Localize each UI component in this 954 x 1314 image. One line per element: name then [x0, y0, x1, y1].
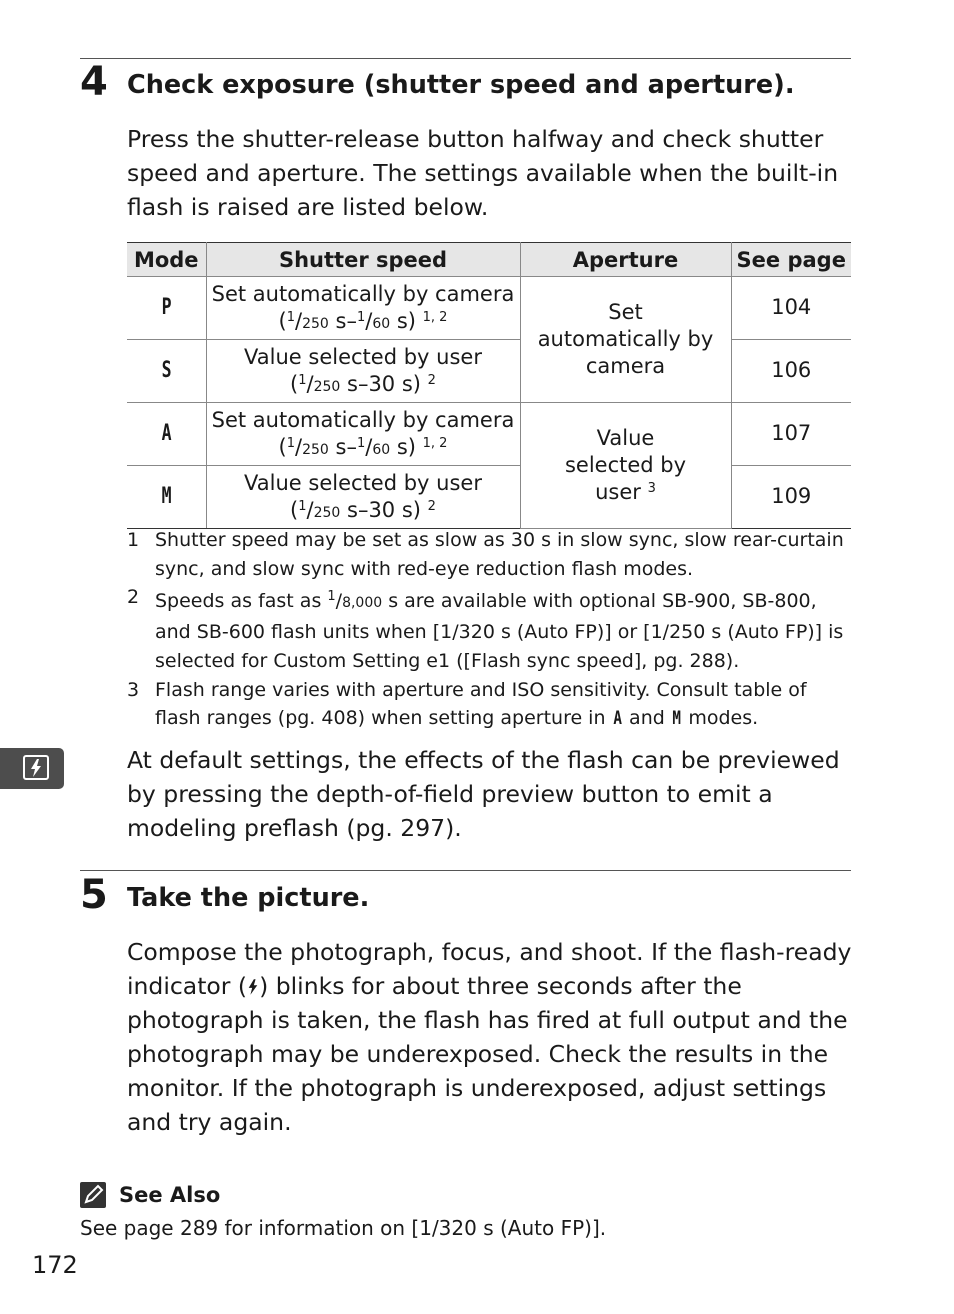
shutter-cell — [206, 466, 520, 529]
footnote-number: 2 — [127, 586, 140, 609]
footnote-text: Speeds as fast as $^1$/8,000 s are available with optional SB-900, SB-800, and SB-600 flash units when [1/320 s (Auto FP)] or [1/250 s (Auto FP)] is selected for Custom Setting e1 ([Flash sync speed], pg. 288). — [155, 589, 844, 672]
see-page-cell: 109 — [731, 466, 851, 529]
flash-icon — [247, 972, 259, 1000]
footnote-number: 3 — [127, 678, 140, 701]
see-also-title: See Also — [119, 1183, 221, 1207]
footnote-text: Shutter speed may be set as slow as 30 s in slow sync, slow rear-curtain sync, and slow sync with red-eye reduction flash modes. — [155, 529, 844, 580]
step-number: 4 — [80, 59, 108, 105]
table-footnotes — [127, 526, 852, 733]
page-number: 172 — [32, 1251, 78, 1279]
shutter-range: ($^1$/250 s–30 s) $^2$ — [290, 372, 436, 396]
shutter-line: Value selected by user — [244, 470, 482, 495]
flash-mode-table — [127, 242, 851, 529]
step5-text: Compose the photograph, focus, and shoot. If the flash-ready indicator ( ) blinks for about three seconds after the photograph is taken, the flash has fired at full output and the photograph may be underexposed. Check the results in the monitor. If the photograph is underexposed, adjust settings and try again. — [127, 938, 852, 1136]
see-page-cell: 104 — [731, 277, 851, 340]
see-page-cell: 107 — [731, 403, 851, 466]
mode-glyph-s: S — [161, 357, 172, 383]
mode-cell — [127, 277, 206, 340]
table-row — [127, 277, 851, 340]
shutter-cell — [206, 277, 520, 340]
chapter-tab — [0, 748, 64, 789]
shutter-line: Set automatically by camera — [211, 281, 515, 306]
footnote-text: Flash range varies with aperture and ISO sensitivity. Consult table of flash ranges (pg. 408) when setting aperture in A and M modes. — [155, 676, 852, 733]
shutter-range: ($^1$/250 s–$^1$/60 s) $^{1, 2}$ — [278, 309, 448, 333]
step-number: 5 — [80, 872, 108, 918]
header-see-page: See page — [731, 243, 851, 277]
header-aperture: Aperture — [520, 243, 731, 277]
shutter-cell — [206, 340, 520, 403]
step-title: Take the picture. — [127, 883, 370, 913]
top-rule — [80, 58, 851, 59]
header-mode: Mode — [127, 243, 206, 277]
table-row — [127, 403, 851, 466]
shutter-range: ($^1$/250 s–$^1$/60 s) $^{1, 2}$ — [278, 435, 448, 459]
flash-icon — [23, 755, 49, 780]
mode-cell — [127, 466, 206, 529]
footnote — [127, 583, 852, 675]
mode-glyph-m: M — [161, 483, 172, 509]
aperture-cell-user: Value selected by user $^3$ — [520, 403, 731, 529]
aperture-cell-auto: Set automatically by camera — [520, 277, 731, 403]
see-page-cell: 106 — [731, 340, 851, 403]
step5-rule — [80, 870, 851, 871]
mode-glyph-m: M — [672, 707, 681, 730]
mode-cell — [127, 403, 206, 466]
step-title: Check exposure (shutter speed and aperture). — [127, 70, 795, 100]
mode-cell — [127, 340, 206, 403]
shutter-line: Value selected by user — [244, 344, 482, 369]
see-also-text: See page 289 for information on [1/320 s (Auto FP)]. — [80, 1216, 607, 1240]
footnote — [127, 526, 852, 583]
default-settings-note: At default settings, the effects of the flash can be previewed by pressing the depth-of-field preview button to emit a modeling preflash (pg. 297). — [127, 746, 840, 842]
mode-glyph-a: A — [161, 420, 172, 446]
shutter-cell — [206, 403, 520, 466]
shutter-line: Set automatically by camera — [211, 407, 515, 432]
pencil-icon — [80, 1182, 106, 1208]
table-row — [127, 340, 851, 403]
table-row — [127, 466, 851, 529]
mode-glyph-a: A — [612, 707, 622, 730]
footnote-number: 1 — [127, 529, 140, 551]
header-shutter-speed: Shutter speed — [206, 243, 520, 277]
shutter-range: ($^1$/250 s–30 s) $^2$ — [290, 498, 436, 522]
table-header-row — [127, 243, 851, 277]
mode-glyph-p: P — [161, 294, 172, 320]
footnote — [127, 676, 852, 733]
step-intro: Press the shutter-release button halfway and check shutter speed and aperture. The settings available when the built-in flash is raised are listed below. — [127, 125, 839, 221]
